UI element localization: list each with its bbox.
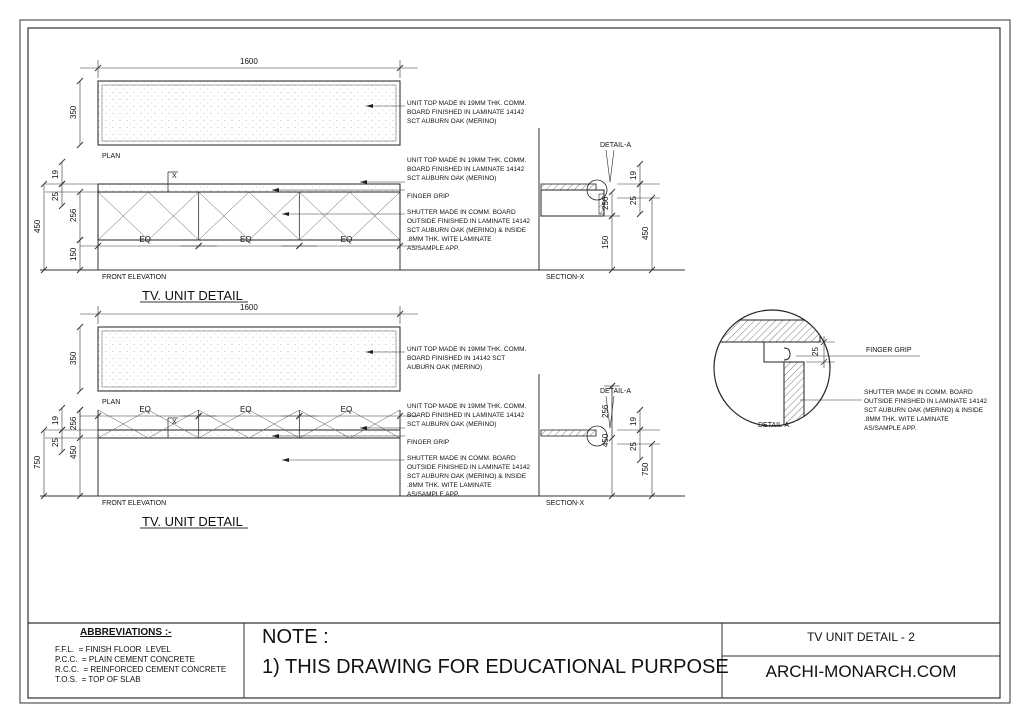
plan-note-line-0: UNIT TOP MADE IN 19MM THK. COMM.	[407, 100, 527, 107]
shutter-note-line-1: OUTSIDE FINISHED IN LAMINATE 14142	[407, 218, 531, 225]
plan-depth-dim: 350	[69, 105, 78, 119]
shutter-note-line-0: SHUTTER MADE IN COMM. BOARD	[407, 455, 516, 462]
note-heading: NOTE :	[262, 626, 329, 648]
leader-arrow	[282, 212, 289, 216]
detail-a-callout: DETAIL-A	[600, 388, 631, 395]
plan-width-dim: 1600	[240, 303, 258, 312]
top-note-line-2: SCT AUBURN OAK (MERINO)	[407, 175, 497, 182]
detail-dim-25: 25	[811, 347, 820, 356]
plan-outline	[98, 327, 400, 391]
shutter-opening-mark	[199, 192, 300, 240]
section-plinth-dim: 150	[601, 235, 610, 249]
eq-dim-0: EQ	[139, 235, 151, 244]
shutter-dim: 256	[69, 208, 78, 222]
top-thk-dim: 19	[51, 170, 60, 179]
grip-dim: 25	[51, 438, 60, 447]
top-thk-dim: 19	[51, 416, 60, 425]
eq-dim-0: EQ	[139, 405, 151, 414]
eq-dim-2: EQ	[340, 235, 353, 244]
shutter-note-line-4: AS/SAMPLE APP.	[407, 491, 460, 498]
elevation-top	[98, 430, 400, 438]
detail-note-line-0: SHUTTER MADE IN COMM. BOARD	[864, 389, 973, 396]
detail-note-line-3: .8MM THK. WITE LAMINATE	[864, 416, 949, 423]
total-height-dim: 750	[33, 455, 42, 469]
shutter-note-line-4: AS/SAMPLE APP.	[407, 245, 460, 252]
plinth-dim: 150	[69, 247, 78, 261]
top-note-line-0: UNIT TOP MADE IN 19MM THK. COMM.	[407, 403, 527, 410]
abbrev-ffl: F.F.L. = FINISH FLOOR LEVEL	[55, 645, 171, 654]
plan-note-line-2: SCT AUBURN OAK (MERINO)	[407, 118, 497, 125]
top-note-line-1: BOARD FINISHED IN LAMINATE 14142	[407, 166, 525, 173]
section-shutter-dim: 256	[601, 196, 610, 210]
shutter-opening-mark	[98, 192, 199, 240]
shutter-note-line-2: SCT AUBURN OAK (MERINO) & INSIDE	[407, 473, 527, 480]
section-cut-mark: X	[172, 173, 177, 180]
tv-unit-detail-top	[33, 57, 685, 303]
section-total-dim: 750	[641, 462, 650, 476]
plinth-dim: 450	[69, 445, 78, 459]
plan-note-line-1: BOARD FINISHED IN LAMINATE 14142	[407, 109, 525, 116]
total-height-dim: 450	[33, 219, 42, 233]
plan-label: PLAN	[102, 399, 121, 406]
abbrev-rcc: R.C.C. = REINFORCED CEMENT CONCRETE	[55, 665, 227, 674]
section-x-label: SECTION-X	[546, 274, 585, 281]
detail-grip-label: FINGER GRIP	[866, 347, 912, 354]
shutter-opening-mark	[299, 192, 400, 240]
grip-dim: 25	[51, 192, 60, 201]
section-x-label: SECTION-X	[546, 500, 585, 507]
shutter-note-line-2: SCT AUBURN OAK (MERINO) & INSIDE	[407, 227, 527, 234]
shutter-opening-mark	[199, 192, 300, 240]
abbreviations-heading: ABBREVIATIONS :-	[80, 627, 172, 638]
section-body	[541, 190, 604, 216]
eq-dim-1: EQ	[240, 405, 252, 414]
shutter-opening-mark	[299, 192, 400, 240]
grip-note: FINGER GRIP	[407, 193, 450, 200]
detail-note-line-4: AS/SAMPLE APP.	[864, 425, 917, 432]
section-cut-mark: X	[172, 419, 177, 426]
elevation-shutters	[98, 192, 400, 240]
plan-outline	[98, 81, 400, 145]
abbrev-pcc: P.C.C. = PLAIN CEMENT CONCRETE	[55, 655, 195, 664]
leader-arrow	[360, 426, 367, 430]
plan-depth-dim: 350	[69, 351, 78, 365]
leader-arrow	[360, 180, 367, 184]
note-text: 1) THIS DRAWING FOR EDUCATIONAL PURPOSE	[262, 656, 729, 678]
shutter-note-line-3: .8MM THK. WITE LAMINATE	[407, 236, 492, 243]
section-top-dim: 19	[629, 417, 638, 426]
section-grip-dim: 25	[629, 196, 638, 205]
plan-note-line-1: BOARD FINISHED IN 14142 SCT	[407, 355, 506, 362]
shutter-note-line-0: SHUTTER MADE IN COMM. BOARD	[407, 209, 516, 216]
plan-note-line-0: UNIT TOP MADE IN 19MM THK. COMM.	[407, 346, 527, 353]
leader-arrow	[282, 458, 289, 462]
detail-a-callout: DETAIL-A	[600, 142, 631, 149]
plan-width-dim: 1600	[240, 57, 258, 66]
drawing-title: TV. UNIT DETAIL	[142, 514, 243, 529]
elevation-top	[98, 184, 400, 192]
website-link[interactable]: ARCHI-MONARCH.COM	[765, 662, 957, 681]
detail-note-line-2: SCT AUBURN OAK (MERINO) & INSIDE	[864, 407, 984, 414]
section-plinth-dim: 450	[601, 433, 610, 447]
shutter-opening-mark	[98, 192, 199, 240]
shutter-dim: 256	[69, 416, 78, 430]
drawing-title: TV. UNIT DETAIL	[142, 288, 243, 303]
top-note-line-0: UNIT TOP MADE IN 19MM THK. COMM.	[407, 157, 527, 164]
detail-a-enlarged	[700, 310, 987, 442]
top-note-line-2: SCT AUBURN OAK (MERINO)	[407, 421, 497, 428]
eq-dim-2: EQ	[340, 405, 353, 414]
shutter-note-line-3: .8MM THK. WITE LAMINATE	[407, 482, 492, 489]
section-shutter-dim: 256	[601, 404, 610, 418]
shutter-note-line-1: OUTSIDE FINISHED IN LAMINATE 14142	[407, 464, 531, 471]
detail-leader	[606, 150, 610, 182]
tv-unit-detail-bottom	[33, 303, 685, 529]
sheet-title: TV UNIT DETAIL - 2	[807, 630, 915, 644]
detail-shutter-note	[864, 389, 987, 432]
eq-dim-1: EQ	[240, 235, 252, 244]
section-total-dim: 450	[641, 226, 650, 240]
abbrev-tos: T.O.S. = TOP OF SLAB	[55, 675, 141, 684]
detail-note-line-1: OUTSIDE FINISHED IN LAMINATE 14142	[864, 398, 988, 405]
grip-note: FINGER GRIP	[407, 439, 450, 446]
section-grip-dim: 25	[629, 442, 638, 451]
detail-leader	[610, 150, 614, 182]
front-elevation-label: FRONT ELEVATION	[102, 500, 167, 507]
detail-shutter-hatch	[784, 362, 804, 442]
front-elevation-label: FRONT ELEVATION	[102, 274, 167, 281]
plan-label: PLAN	[102, 153, 121, 160]
plan-note-line-2: AUBURN OAK (MERINO)	[407, 364, 483, 371]
abbreviations-list	[55, 645, 226, 685]
top-note-line-1: BOARD FINISHED IN LAMINATE 14142	[407, 412, 525, 419]
detail-top-hatch	[700, 320, 820, 342]
detail-label: DETAIL-A	[758, 422, 789, 429]
section-top-dim: 19	[629, 171, 638, 180]
